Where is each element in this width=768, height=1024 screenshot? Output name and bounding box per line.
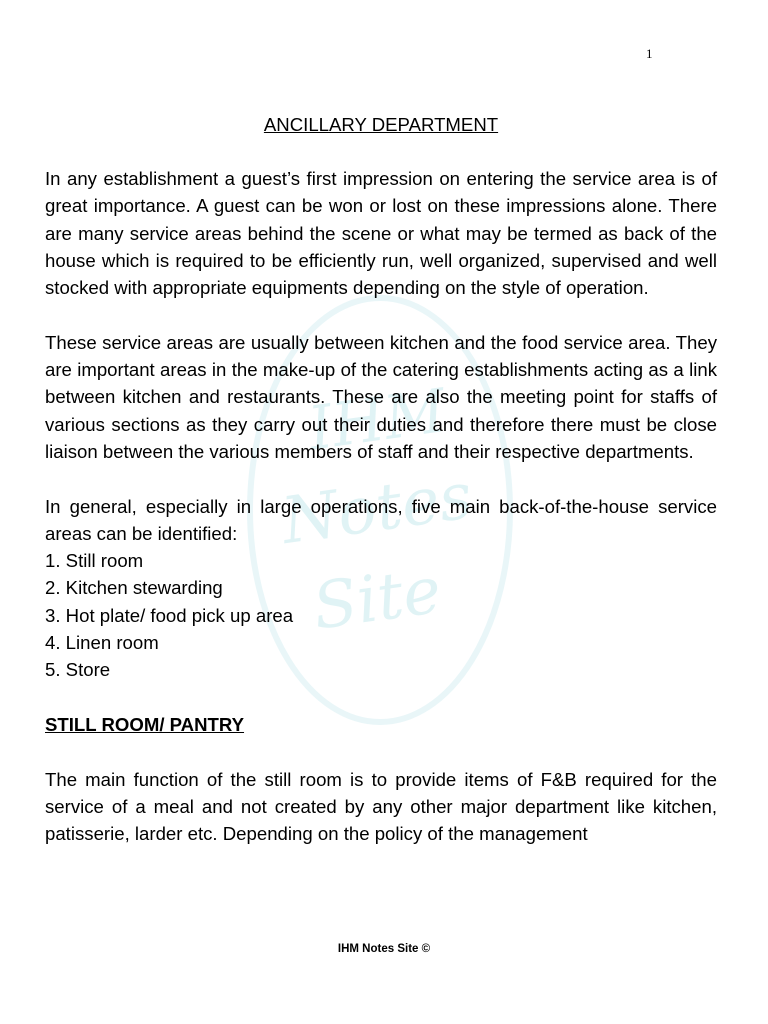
watermark-line-2: Notes bbox=[277, 459, 477, 560]
watermark-line-1: IHM bbox=[304, 375, 451, 465]
paragraph-first-impression: In any establishment a guest’s first impression on entering the service area is of great importance. A guest can be won or lost on these impressions alone. There are many service areas behind the scene or what may be termed as back of the house which is required to be efficiently run, well organized, supervised and well stocked with appropriate equipments depending on the style of operation. bbox=[45, 168, 717, 299]
list-item: 1. Still room bbox=[45, 550, 144, 572]
watermark-line-3: Site bbox=[308, 553, 446, 645]
section-heading: STILL ROOM/ PANTRY bbox=[45, 713, 245, 735]
list-item: 5. Store bbox=[45, 659, 111, 681]
service-areas-list bbox=[45, 547, 717, 683]
paragraph-still-room: The main function of the still room is to provide items of F&B required for the service of a meal and not created by any other major department like kitchen, patisserie, larder etc. Depending on the policy of the management bbox=[45, 768, 717, 845]
list-item: 3. Hot plate/ food pick up area bbox=[45, 604, 294, 626]
document-title: ANCILLARY DEPARTMENT bbox=[263, 114, 499, 135]
list-item: 4. Linen room bbox=[45, 632, 159, 654]
list-item: 2. Kitchen stewarding bbox=[45, 577, 223, 599]
page-footer: IHM Notes Site © bbox=[337, 943, 431, 955]
paragraph-service-areas: These service areas are usually between kitchen and the food service area. They are important areas in the make-up of the catering establishments acting as a link between kitchen and restaurants. These are also the meeting point for staffs of various sections as they carry out their duties and therefore there must be close liaison between the various members of staff and their respective departments. bbox=[45, 331, 717, 462]
page-number: 1 bbox=[646, 46, 653, 61]
list-intro: In general, especially in large operations, five main back-of-the-house service areas can be identified: bbox=[45, 495, 717, 544]
document-body bbox=[45, 110, 717, 875]
